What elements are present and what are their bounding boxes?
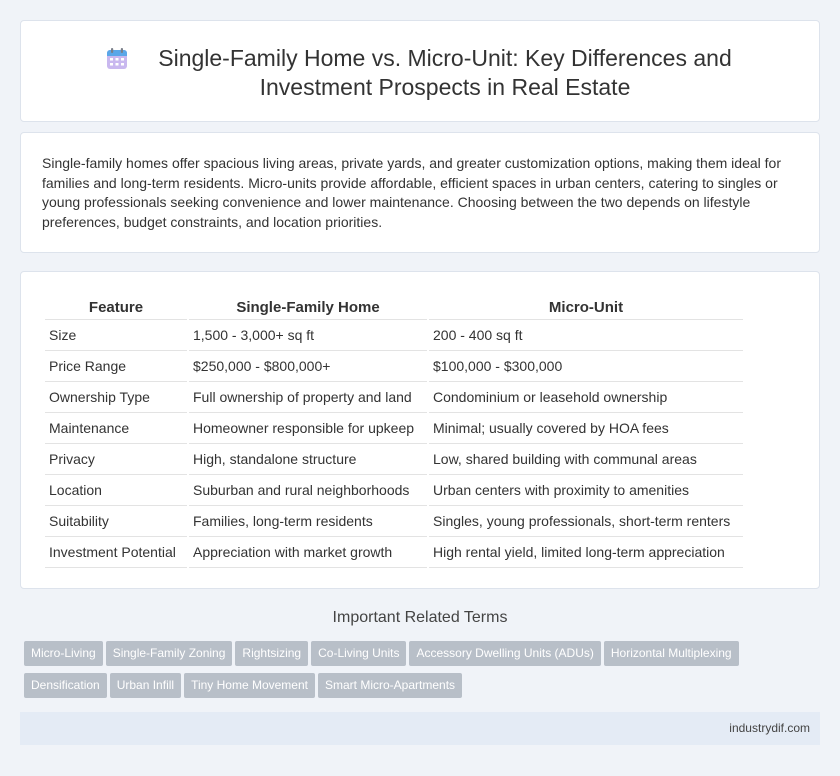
row-single-family: Full ownership of property and land: [189, 382, 427, 413]
title-card: [20, 20, 820, 122]
table-row: [45, 351, 743, 382]
row-feature: Suitability: [45, 506, 187, 537]
comparison-card: [20, 271, 820, 589]
intro-paragraph: Single-family homes offer spacious living areas, private yards, and greater customization options, making them ideal for families and long-term residents. Micro-units provide affordable, efficient spaces in urban centers, catering to singles or young professionals seeking convenience and lower maintenance. Choosing between the two depends on lifestyle preferences, budget constraints, and location priorities.: [42, 155, 781, 230]
tag-single-family-zoning[interactable]: Single-Family Zoning: [106, 641, 233, 666]
tag-adus[interactable]: Accessory Dwelling Units (ADUs): [409, 641, 600, 666]
row-single-family: Families, long-term residents: [189, 506, 427, 537]
row-feature: Ownership Type: [45, 382, 187, 413]
table-row: [45, 506, 743, 537]
table-row: [45, 537, 743, 568]
intro-card: [20, 132, 820, 253]
row-single-family: Homeowner responsible for upkeep: [189, 413, 427, 444]
tag-urban-infill[interactable]: Urban Infill: [110, 673, 181, 698]
table-row: [45, 382, 743, 413]
row-micro-unit: High rental yield, limited long-term appreciation: [429, 537, 743, 568]
footer-site[interactable]: industrydif.com: [729, 721, 810, 735]
tag-rightsizing[interactable]: Rightsizing: [235, 641, 308, 666]
header-single-family: Single-Family Home: [189, 296, 427, 320]
page-title: Single-Family Home vs. Micro-Unit: Key Differences and Investment Prospects in Real Estate: [158, 45, 732, 100]
row-single-family: Appreciation with market growth: [189, 537, 427, 568]
header-feature: Feature: [45, 296, 187, 320]
row-feature: Price Range: [45, 351, 187, 382]
table-row: [45, 413, 743, 444]
row-micro-unit: Urban centers with proximity to amenities: [429, 475, 743, 506]
row-micro-unit: $100,000 - $300,000: [429, 351, 743, 382]
table-header-row: [45, 296, 743, 320]
row-feature: Investment Potential: [45, 537, 187, 568]
row-single-family: $250,000 - $800,000+: [189, 351, 427, 382]
tag-densification[interactable]: Densification: [24, 673, 107, 698]
row-feature: Maintenance: [45, 413, 187, 444]
tag-micro-living[interactable]: Micro-Living: [24, 641, 103, 666]
row-feature: Location: [45, 475, 187, 506]
row-feature: Privacy: [45, 444, 187, 475]
tag-co-living-units[interactable]: Co-Living Units: [311, 641, 406, 666]
row-single-family: High, standalone structure: [189, 444, 427, 475]
row-feature: Size: [45, 320, 187, 351]
row-single-family: Suburban and rural neighborhoods: [189, 475, 427, 506]
related-terms-tags: [24, 641, 824, 705]
header-micro-unit: Micro-Unit: [429, 296, 743, 320]
row-micro-unit: 200 - 400 sq ft: [429, 320, 743, 351]
row-micro-unit: Low, shared building with communal areas: [429, 444, 743, 475]
row-micro-unit: Minimal; usually covered by HOA fees: [429, 413, 743, 444]
table-row: [45, 320, 743, 351]
tag-tiny-home-movement[interactable]: Tiny Home Movement: [184, 673, 315, 698]
table-row: [45, 475, 743, 506]
row-micro-unit: Singles, young professionals, short-term renters: [429, 506, 743, 537]
tag-horizontal-multiplexing[interactable]: Horizontal Multiplexing: [604, 641, 739, 666]
comparison-table: [43, 296, 745, 568]
row-single-family: 1,500 - 3,000+ sq ft: [189, 320, 427, 351]
tag-smart-micro-apartments[interactable]: Smart Micro-Apartments: [318, 673, 462, 698]
row-micro-unit: Condominium or leasehold ownership: [429, 382, 743, 413]
table-row: [45, 444, 743, 475]
related-terms-heading: Important Related Terms: [332, 609, 508, 626]
footer: [20, 712, 820, 745]
